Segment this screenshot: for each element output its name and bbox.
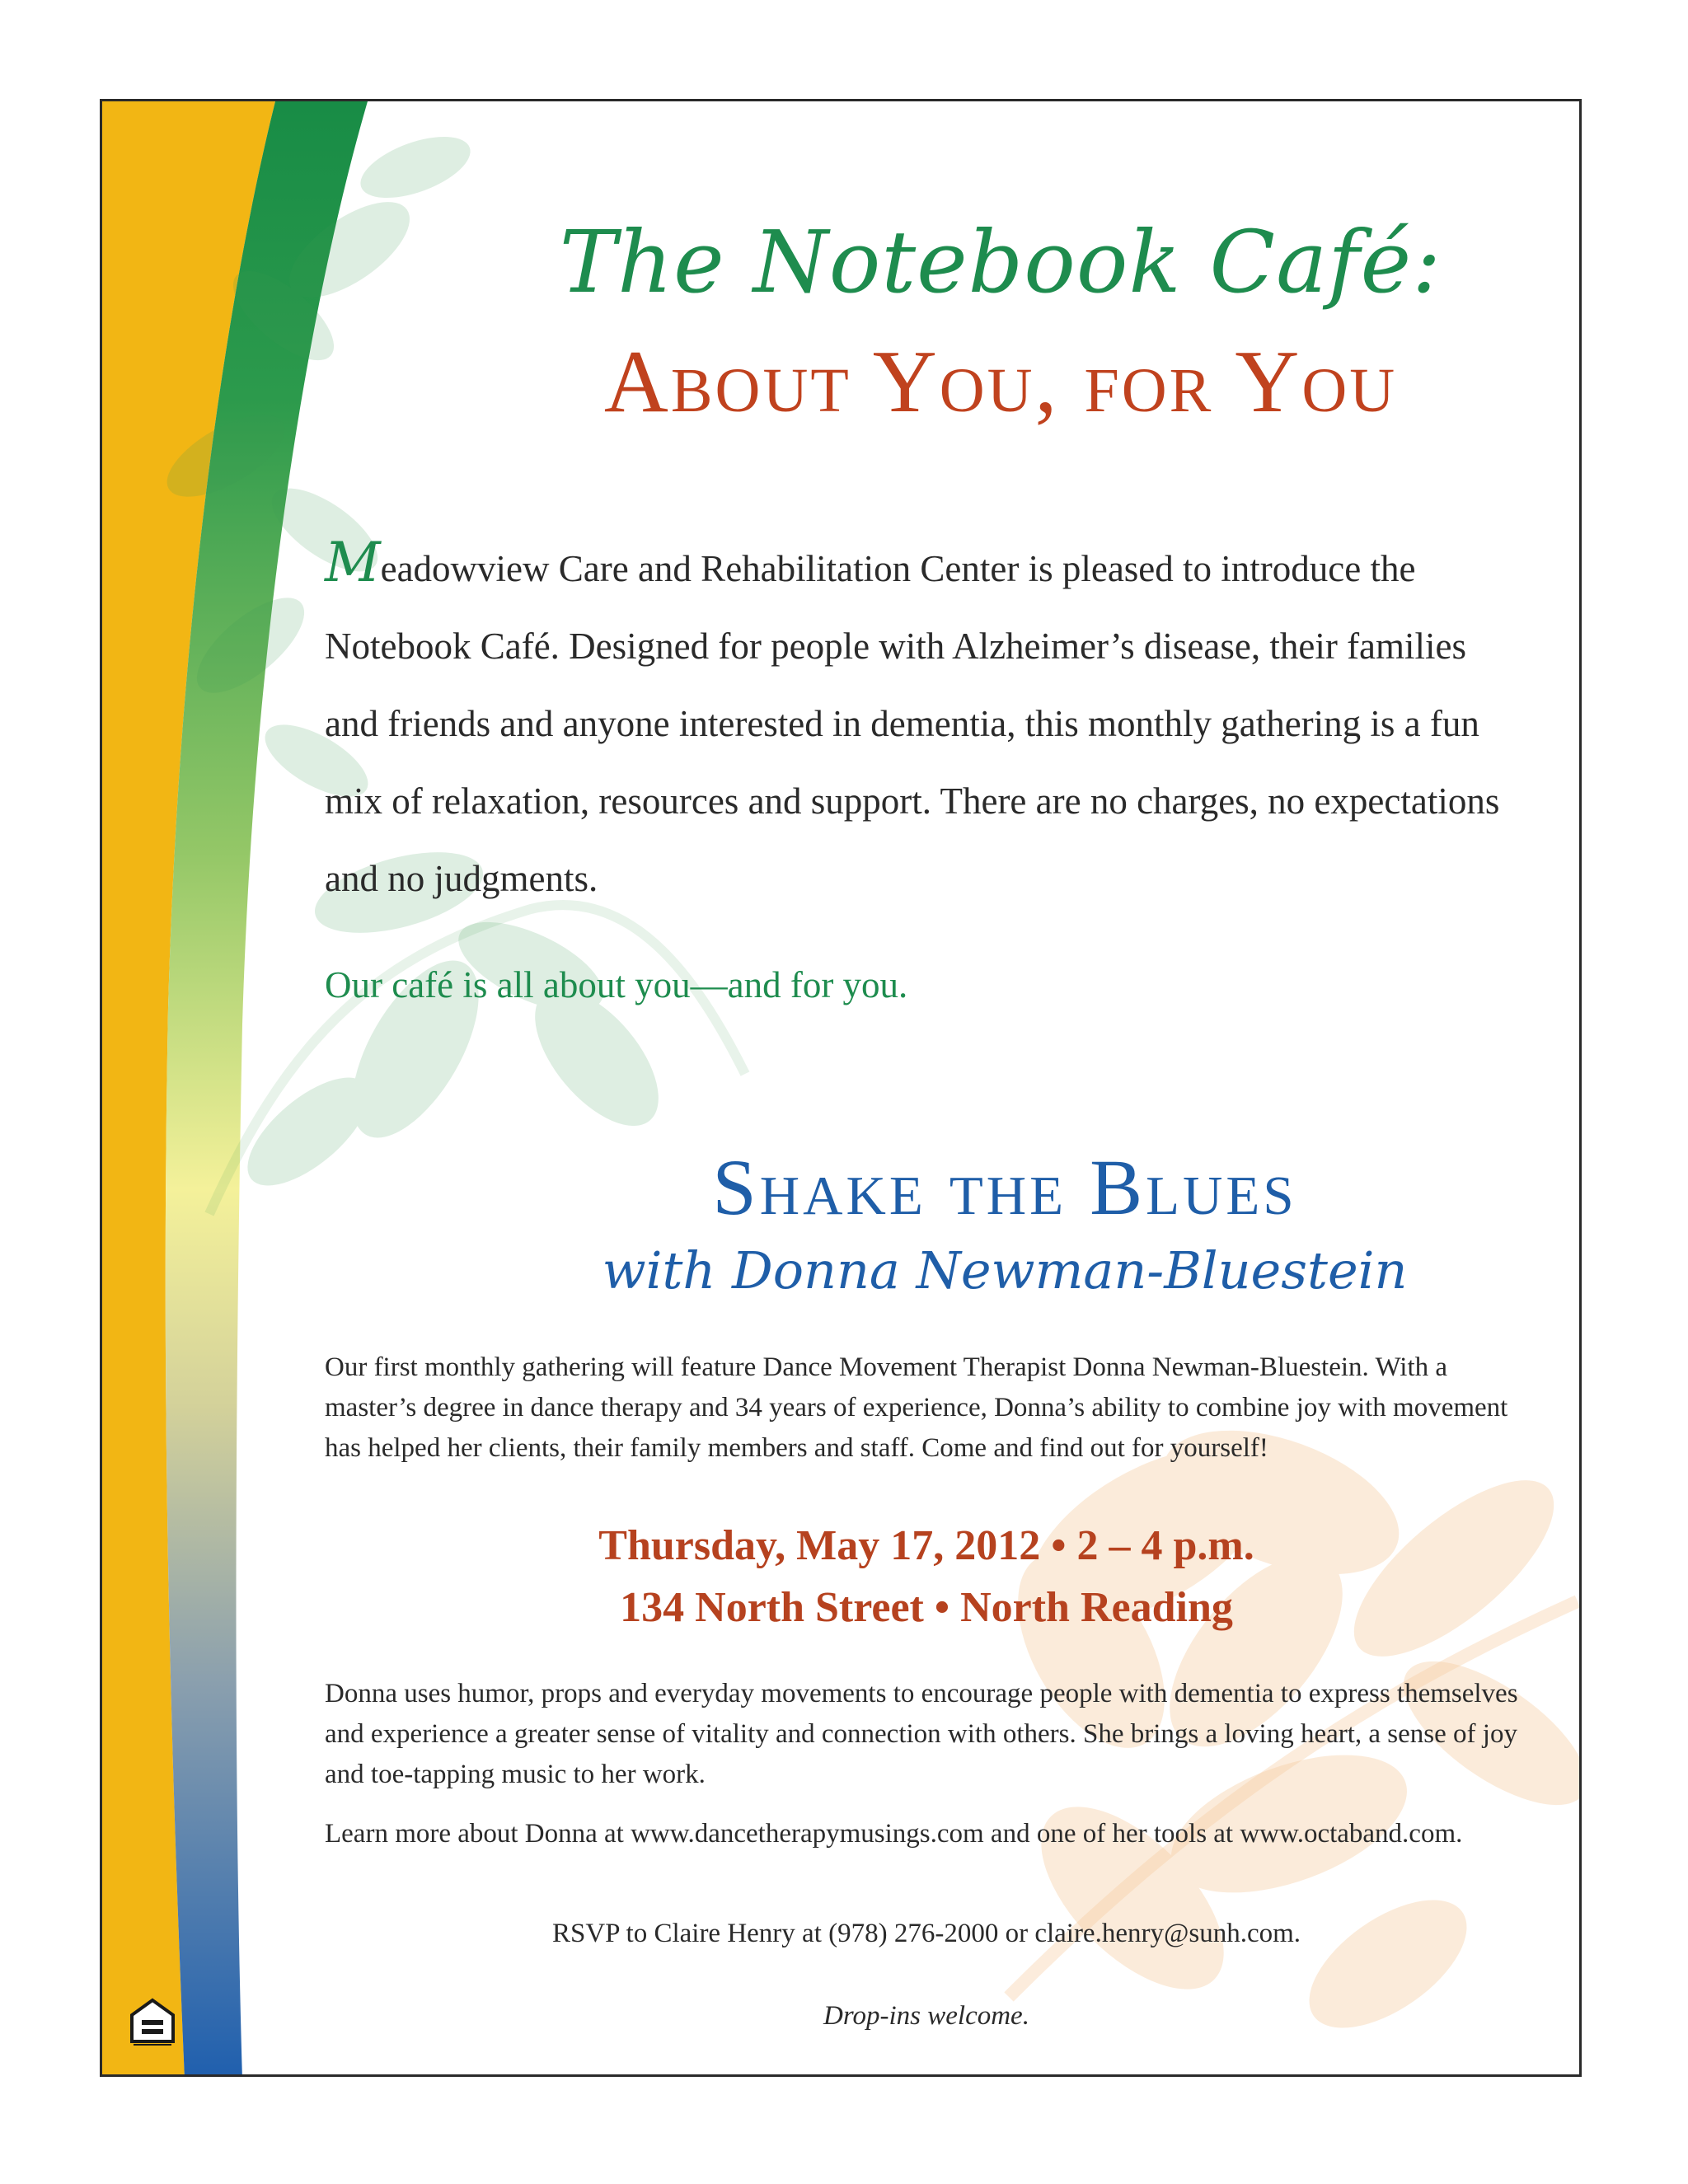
event-date-time: Thursday, May 17, 2012 • 2 – 4 p.m. [598,1522,1254,1569]
tagline: Our café is all about you—and for you. [325,964,908,1005]
rsvp-line: RSVP to Claire Henry at (978) 276-2000 or claire.henry@sunh.com. [551,1919,1301,1948]
event-title: Shake the Blues [712,1143,1297,1231]
flyer-frame [100,99,1582,2077]
drop-cap: M [325,531,381,594]
intro-text: eadowview Care and Rehabilitation Center is pleased to introduce the Notebook Café. Designed for people with Alzheimer’s disease, their families and friends and anyone interested in dementia, this monthly gathering is a fun mix of relaxation, resources and support. There are no charges, no expectations and no judgments. [325,548,1500,899]
title-script: The Notebook Café: [559,212,1442,312]
equal-housing-opportunity-icon [129,1997,176,2048]
event-description: Our first monthly gathering will feature Dance Movement Therapist Donna Newman-Bluestein. With a master’s degree in dance therapy and 34 years of experience, Donna’s ability to combine joy with movement has helped her clients, their family members and staff. Come and find out for yourself! [325,1352,1508,1463]
learn-more-text: Learn more about Donna at www.dancetherapymusings.com and one of her tools at www.octaband.com. [325,1819,1463,1849]
event-location: 134 North Street • North Reading [620,1584,1233,1631]
intro-paragraph [325,530,1512,917]
flyer-content [102,101,1582,2077]
title-subtitle: About You, for You [603,333,1398,431]
event-subtitle: with Donna Newman-Bluestein [602,1240,1408,1301]
drop-ins-note: Drop-ins welcome. [823,2001,1029,2031]
event-details: Donna uses humor, props and everyday movements to encourage people with dementia to express themselves and experience a greater sense of vitality and connection with others. She brings a loving heart, a sense of joy and toe-tapping music to her work. [325,1679,1518,1789]
